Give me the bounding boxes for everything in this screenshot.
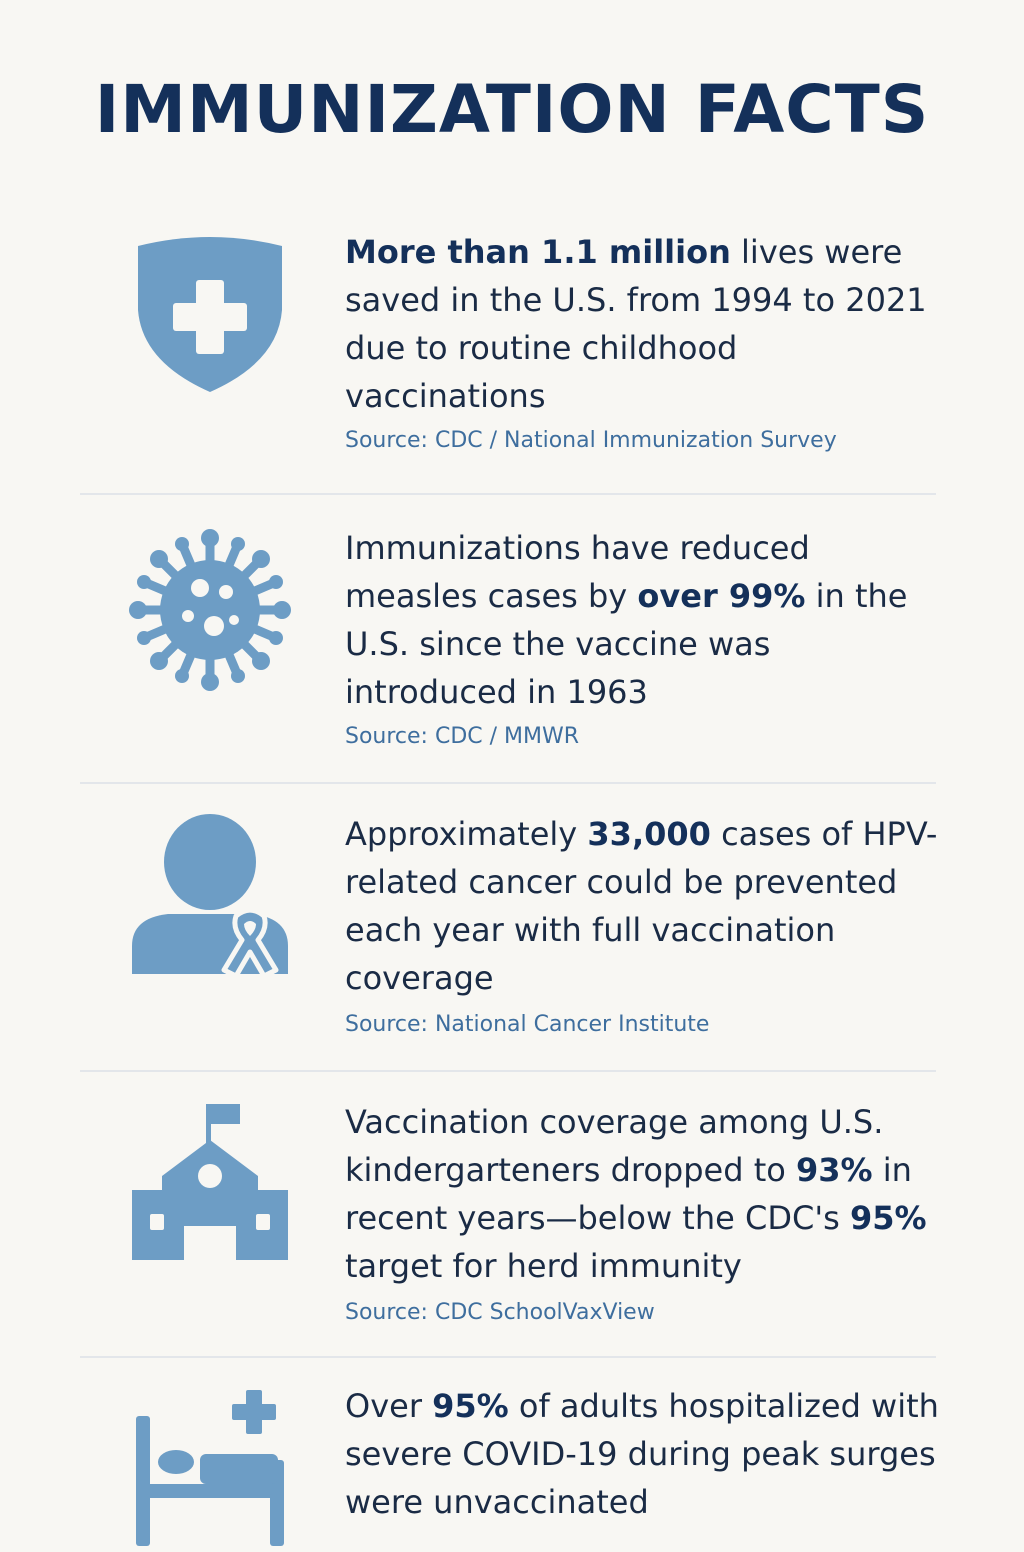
person-ribbon-icon [128, 814, 292, 978]
fact-source: Source: CDC SchoolVaxView [345, 1300, 655, 1325]
fact-text [345, 228, 945, 420]
fact-source: Source: National Cancer Institute [345, 1012, 710, 1037]
fact-source: Source: CDC / MMWR [345, 724, 580, 749]
divider [80, 493, 936, 495]
divider [80, 782, 936, 784]
page-title: IMMUNIZATION FACTS [94, 71, 930, 148]
hospital-bed-icon [128, 1388, 292, 1552]
fact-text [345, 1098, 945, 1290]
fact-highlight: 95% [432, 1387, 509, 1425]
fact-text-segment: Immunizations have reduced measles cases by [345, 529, 810, 615]
fact-highlight: 33,000 [587, 815, 711, 853]
fact-text-segment: target for herd immunity [345, 1247, 742, 1285]
divider [80, 1356, 936, 1358]
fact-text-segment: of adults hospitalized with severe COVID-19 during peak surges were unvaccinated [345, 1387, 939, 1521]
fact-source: Source: CDC / National Immunization Survey [345, 428, 837, 453]
fact-text [345, 1382, 945, 1526]
school-icon [128, 1100, 292, 1264]
fact-text-segment: Vaccination coverage among U.S. kindergarteners dropped to [345, 1103, 884, 1189]
fact-highlight: 93% [796, 1151, 873, 1189]
fact-text [345, 810, 945, 1002]
fact-text-segment: Over [345, 1387, 433, 1425]
fact-text-segment: in recent years—below the CDC's [345, 1151, 912, 1237]
virus-icon [128, 528, 292, 692]
fact-text-segment: cases of HPV-related cancer could be prevented each year with full vaccination coverage [345, 815, 938, 997]
fact-highlight: 1.1 million [541, 233, 731, 271]
fact-text-segment: Approximately [345, 815, 588, 853]
fact-highlight: over 99% [637, 577, 806, 615]
fact-text-segment: in the U.S. since the vaccine was introduced in 1963 [345, 577, 908, 711]
fact-highlight: More than [345, 233, 542, 271]
fact-highlight: 95% [849, 1199, 927, 1237]
fact-text [345, 524, 945, 716]
fact-text-segment: lives were saved in the U.S. from 1994 to 2021 due to routine childhood vaccinations [345, 233, 927, 415]
divider [80, 1070, 936, 1072]
shield-cross-icon [128, 232, 292, 396]
